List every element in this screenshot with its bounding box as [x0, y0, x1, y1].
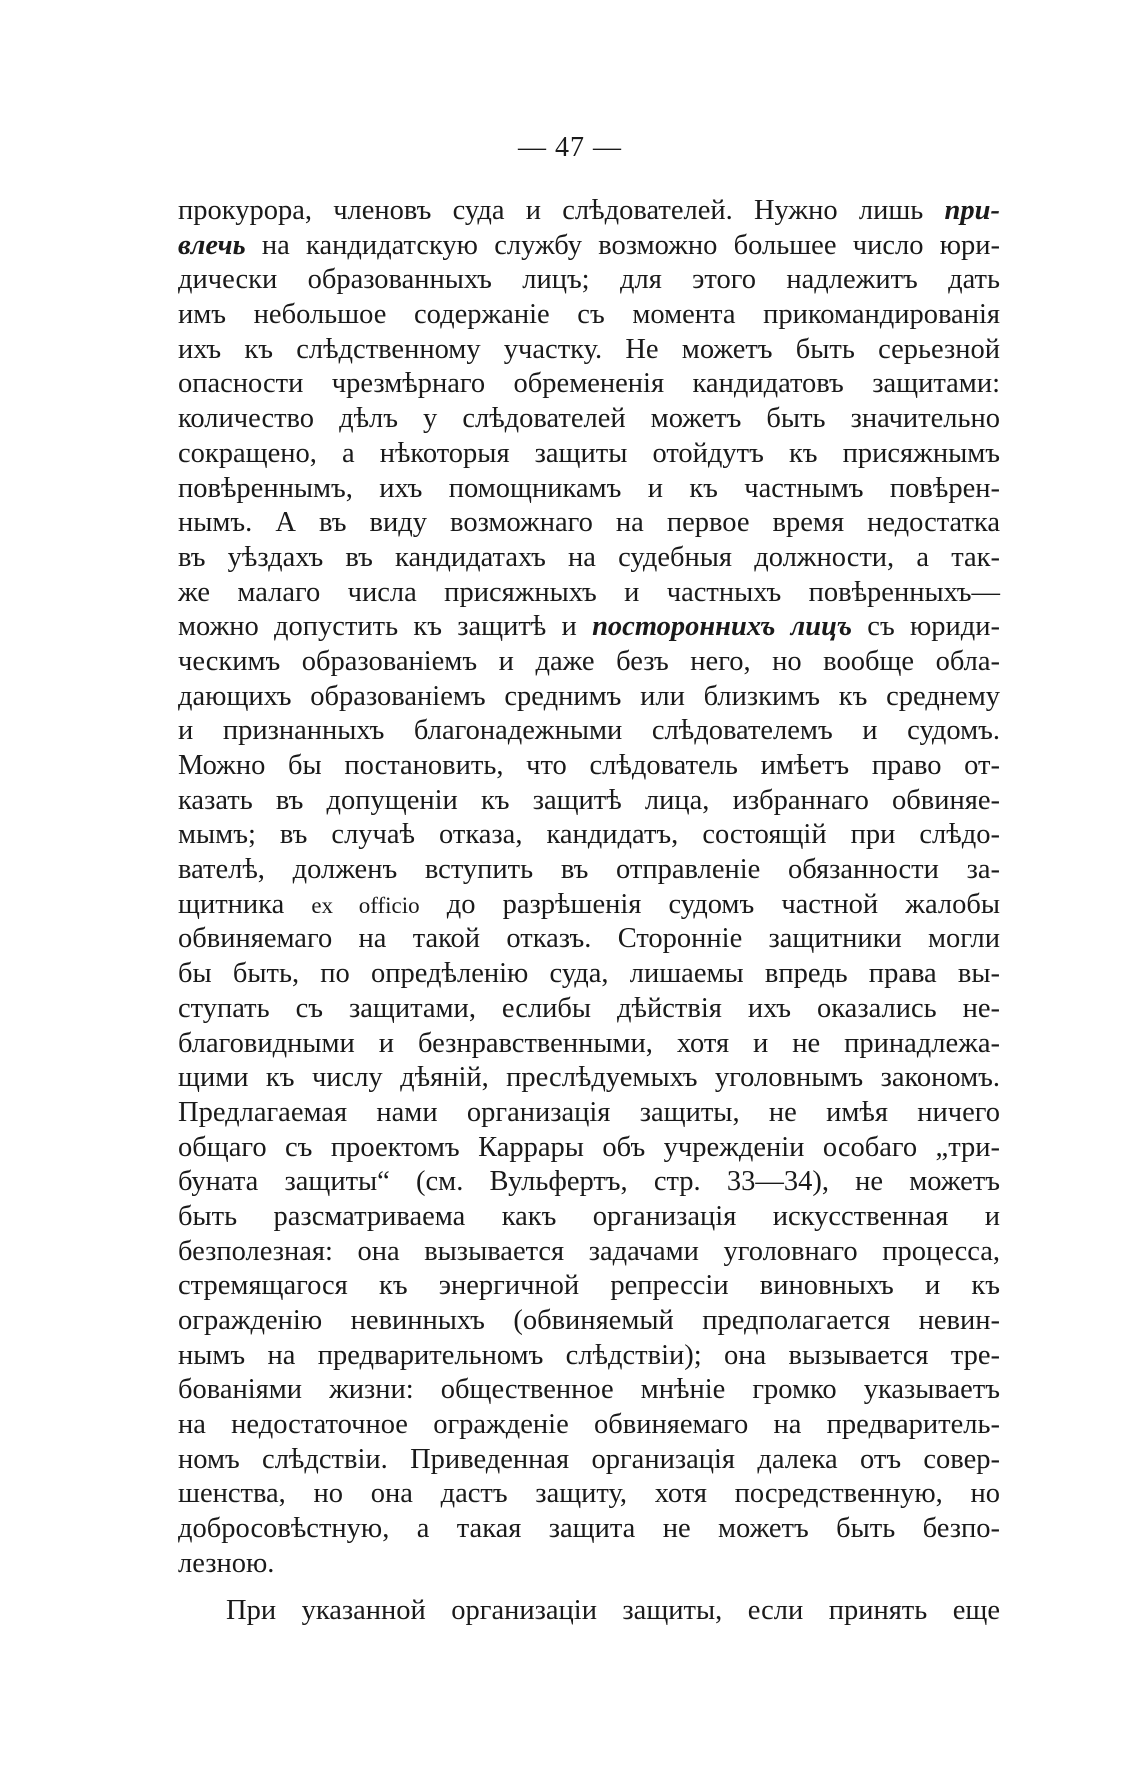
text-line: лезною.: [178, 1547, 275, 1579]
text-line: ихъ къ слѣдственному участку. Не можетъ быть серьезной: [178, 333, 1000, 365]
text-line: бованіями жизни: общественное мнѣніе громко указываетъ: [178, 1374, 1000, 1406]
body-text: [178, 194, 1000, 1628]
text-line: стремящагося къ энергичной репрессіи виновныхъ и къ: [178, 1270, 1000, 1302]
text-line: вателѣ, долженъ вступить въ отправленіе обязанности за-: [178, 854, 1000, 886]
text-line: количество дѣлъ у слѣдователей можетъ быть значительно: [178, 403, 1000, 435]
text-line: нымъ на предварительномъ слѣдствіи); она вызывается тре-: [178, 1339, 1000, 1371]
text-line: шенства, но она дастъ защиту, хотя посредственную, но: [178, 1478, 1000, 1510]
text-line: повѣреннымъ, ихъ помощникамъ и къ частнымъ повѣрен-: [178, 472, 1000, 504]
text-line: имъ небольшое содержаніе съ момента прикомандированія: [178, 299, 1000, 331]
page-number: — 47 —: [518, 132, 622, 163]
text-line: огражденію невинныхъ (обвиняемый предполагается невин-: [178, 1305, 1000, 1336]
text-line: прокурора, членовъ суда и слѣдователей. Нужно лишь при-: [178, 195, 1000, 226]
text-line: бы быть, по опредѣленію суда, лишаемы впредь права вы-: [178, 958, 1000, 990]
text-line: номъ слѣдствіи. Приведенная организація далека отъ совер-: [178, 1443, 1000, 1475]
text-line: ступать съ защитами, еслибы дѣйствія ихъ оказались не-: [178, 992, 1000, 1024]
text-line: влечь на кандидатскую службу возможно большее число юри-: [178, 229, 1000, 261]
text-line: и признанныхъ благонадежными слѣдователемъ и судомъ.: [178, 715, 1000, 747]
text-line: казать въ допущеніи къ защитѣ лица, избраннаго обвиняе-: [178, 784, 1000, 816]
text-line: въ уѣздахъ въ кандидатахъ на судебныя должности, а так-: [178, 541, 1000, 573]
text-line: Предлагаемая нами организація защиты, не имѣя ничего: [178, 1096, 1000, 1128]
text-line: добросовѣстную, а такая защита не можетъ быть безпо-: [178, 1513, 1000, 1545]
text-line: Можно бы постановить, что слѣдователь имѣетъ право от-: [178, 750, 1000, 781]
paragraph-start-line: При указанной организаціи защиты, если принять еще: [226, 1594, 1000, 1626]
text-line: дически образованныхъ лицъ; для этого надлежитъ дать: [178, 264, 1000, 296]
text-line: дающихъ образованіемъ среднимъ или близкимъ къ среднему: [178, 680, 1000, 712]
text-line: буната защиты“ (см. Вульфертъ, стр. 33—34), не можетъ: [178, 1166, 1000, 1198]
text-line: мымъ; въ случаѣ отказа, кандидатъ, состоящій при слѣдо-: [178, 819, 1000, 851]
text-line: же малаго числа присяжныхъ и частныхъ повѣренныхъ—: [178, 576, 1000, 608]
text-line: щими къ числу дѣяній, преслѣдуемыхъ уголовнымъ закономъ.: [178, 1062, 1000, 1094]
text-line: сокращено, а нѣкоторыя защиты отойдутъ къ присяжнымъ: [178, 437, 1000, 469]
text-line: на недостаточное огражденіе обвиняемаго на предваритель-: [178, 1409, 1000, 1441]
text-line: ческимъ образованіемъ и даже безъ него, но вообще обла-: [178, 645, 1000, 677]
text-line: опасности чрезмѣрнаго обремененія кандидатовъ защитами:: [178, 368, 1000, 400]
text-line: можно допустить къ защитѣ и постороннихъ лицъ съ юриди-: [178, 611, 1000, 643]
text-line: обвиняемаго на такой отказъ. Сторонніе защитники могли: [178, 923, 1000, 955]
text-line: нымъ. А въ виду возможнаго на первое время недостатка: [178, 507, 1000, 539]
text-line: быть разсматриваема какъ организація искусственная и: [178, 1200, 1000, 1232]
text-line: общаго съ проектомъ Каррары объ учрежденіи особаго „три-: [178, 1131, 1000, 1163]
text-line: благовидными и безнравственными, хотя и не принадлежа-: [178, 1027, 1000, 1059]
text-line: щитника ex officio до разрѣшенія судомъ частной жалобы: [178, 888, 1000, 920]
text-line: безполезная: она вызывается задачами уголовнаго процесса,: [178, 1235, 1000, 1267]
